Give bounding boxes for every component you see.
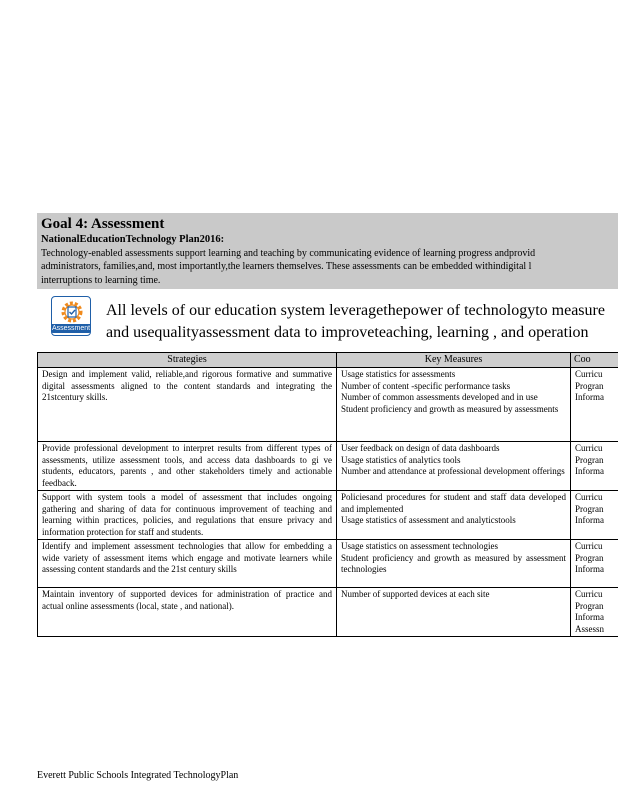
coordination-item: Curricu <box>575 492 603 502</box>
coordination-item: Informa <box>575 392 604 402</box>
badge-label: Assessment <box>52 325 91 332</box>
coordination-item: Assessn <box>575 623 605 634</box>
intro-statement <box>106 300 618 344</box>
measures-cell <box>337 588 571 637</box>
coordination-item: Informa <box>575 466 604 476</box>
header-strategies: Strategies <box>38 353 337 368</box>
coordination-cell <box>571 588 618 637</box>
strategies-table-container <box>37 352 618 638</box>
measures-cell <box>337 368 571 442</box>
table-row <box>38 491 618 540</box>
table-row <box>38 588 618 637</box>
coordination-item: Progran <box>575 600 604 611</box>
header-key-measures: Key Measures <box>337 353 571 368</box>
measures-cell <box>337 540 571 588</box>
intro-line: All levels of our education system leveragethepower of technologyto measure <box>106 302 605 319</box>
assessment-badge <box>51 296 91 336</box>
coordination-item: Informa <box>575 612 604 622</box>
gear-checklist-icon <box>60 300 84 324</box>
strategy-cell: Identify and implement assessment technologies that allow for embedding a wide variety of assessment items which engage and motivate learners while assessing content standards and the 21st century skills <box>38 540 337 588</box>
measure-item: Number of content -specific performance tasks <box>341 380 511 391</box>
header-coordination: Coo <box>571 353 618 368</box>
table-row <box>38 540 618 588</box>
measure-item: Student proficiency and growth as measured by assessment technologies <box>341 552 566 574</box>
goal-text-line: Technology-enabled assessments support learning and teaching by communicating evidence of learning progress andprovid <box>41 248 536 259</box>
coordination-item: Curricu <box>575 369 603 379</box>
measure-item: Usage statistics of analytics tools <box>341 454 461 465</box>
intro-line: and usequalityassessment data to improveteaching, learning , and operation <box>106 324 589 341</box>
coordination-item: Progran <box>575 380 604 391</box>
coordination-item: Curricu <box>575 589 603 599</box>
goal-text-line: administrators, families,and, most importantly,the learners themselves. These assessments can be embedded withindigital l <box>41 261 532 273</box>
coordination-cell <box>571 491 618 540</box>
strategies-table <box>37 352 618 637</box>
measure-item: Number of supported devices at each site <box>341 589 490 599</box>
strategy-cell: Provide professional development to interpret results from different types of assessments, utilize assessment tools, and access data dashboards to gi ve students, educators, parents , and other stakeholders timely and actionable feedback. <box>38 442 337 491</box>
measure-item: User feedback on design of data dashboards <box>341 443 500 453</box>
measures-cell <box>337 442 571 491</box>
coordination-cell <box>571 368 618 442</box>
strategy-cell: Design and implement valid, reliable,and rigorous formative and summative digital assessments aligned to the content standards and integrating the 21stcentury skills. <box>38 368 337 442</box>
goal-title: Goal 4: Assessment <box>41 216 165 232</box>
measure-item: Usage statistics of assessment and analyticstools <box>341 515 516 525</box>
measures-cell <box>337 491 571 540</box>
goal-text-line: interruptions to learning time. <box>41 274 161 286</box>
coordination-item: Informa <box>575 515 604 525</box>
measure-item: Policiesand procedures for student and staff data developed and implemented <box>341 492 566 514</box>
measure-item: Number and attendance at professional development offerings <box>341 466 565 476</box>
measure-item: Usage statistics on assessment technologies <box>341 541 498 551</box>
table-row <box>38 442 618 491</box>
table-row <box>38 368 618 442</box>
coordination-item: Curricu <box>575 443 603 453</box>
measure-item: Student proficiency and growth as measured by assessments <box>341 403 559 414</box>
strategy-cell: Maintain inventory of supported devices for administration of practice and actual online assessments (local, state , and national). <box>38 588 337 637</box>
coordination-item: Informa <box>575 564 604 574</box>
coordination-cell <box>571 442 618 491</box>
coordination-cell <box>571 540 618 588</box>
measure-item: Usage statistics for assessments <box>341 369 456 379</box>
page-footer: Everett Public Schools Integrated TechnologyPlan <box>37 770 239 781</box>
strategy-cell: Support with system tools a model of assessment that includes ongoing gathering and sharing of data for continuous improvement of teaching and learning within practices, policies, and regulations that ensure privacy and information protection for staff and students. <box>38 491 337 540</box>
coordination-item: Progran <box>575 454 604 465</box>
coordination-item: Progran <box>575 503 604 514</box>
coordination-item: Progran <box>575 552 604 563</box>
table-header-row <box>38 353 618 368</box>
goal-box <box>37 213 618 289</box>
goal-description <box>41 247 618 287</box>
measure-item: Number of common assessments developed and in use <box>341 392 538 402</box>
coordination-item: Curricu <box>575 541 603 551</box>
goal-subtitle: NationalEducationTechnology Plan2016: <box>41 234 225 245</box>
